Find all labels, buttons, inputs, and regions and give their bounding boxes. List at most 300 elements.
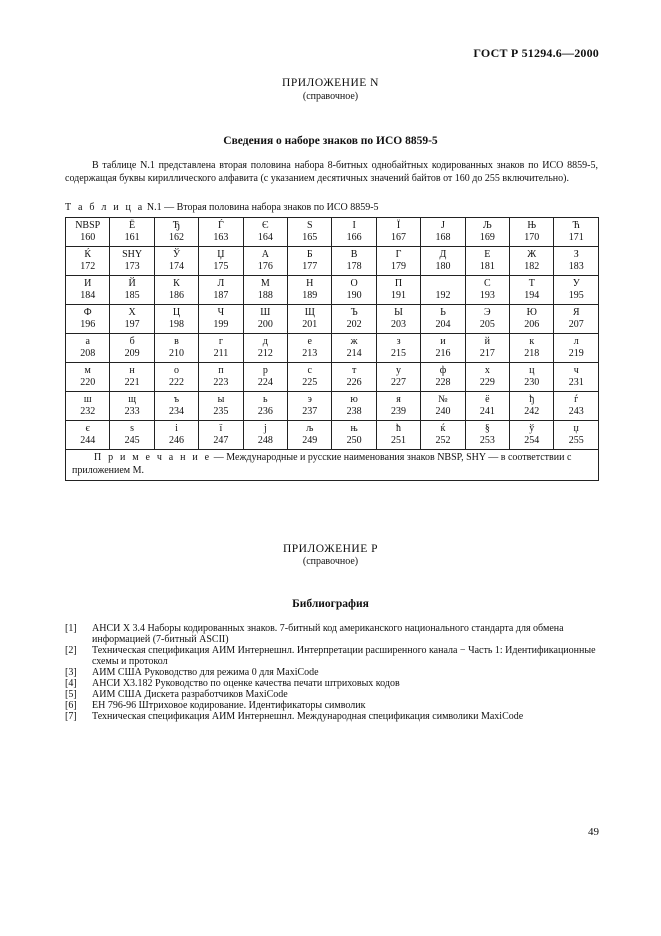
char-cell bbox=[288, 334, 332, 363]
char-code: 219 bbox=[568, 348, 584, 359]
char-code: 185 bbox=[124, 290, 140, 301]
char-glyph: SHY bbox=[122, 249, 143, 260]
char-cell bbox=[66, 218, 110, 247]
char-code: 165 bbox=[302, 232, 318, 243]
char-glyph: Д bbox=[439, 249, 447, 260]
char-code: 214 bbox=[346, 348, 362, 359]
char-glyph: ё bbox=[485, 394, 490, 405]
char-cell bbox=[288, 363, 332, 392]
char-code: 213 bbox=[302, 348, 318, 359]
char-code: 178 bbox=[346, 261, 362, 272]
char-glyph: г bbox=[218, 336, 223, 347]
bibliography-item-text: АИМ США Руководство для режима 0 для MaxiCode bbox=[92, 667, 319, 678]
char-glyph: щ bbox=[128, 394, 136, 405]
char-code: 217 bbox=[479, 348, 495, 359]
char-code: 207 bbox=[568, 319, 584, 330]
char-cell bbox=[421, 218, 465, 247]
char-glyph: Г bbox=[395, 249, 402, 260]
char-cell bbox=[465, 218, 509, 247]
char-code: 249 bbox=[302, 435, 318, 446]
char-glyph: ж bbox=[350, 336, 358, 347]
char-glyph: s bbox=[130, 423, 135, 434]
bibliography-item-text: ЕН 796-96 Штриховое кодирование. Идентификаторы символик bbox=[92, 700, 366, 711]
char-glyph: а bbox=[85, 336, 90, 347]
char-code: 223 bbox=[213, 377, 229, 388]
char-code: 196 bbox=[80, 319, 96, 330]
char-code: 252 bbox=[435, 435, 451, 446]
char-cell bbox=[510, 421, 554, 450]
char-cell bbox=[554, 421, 599, 450]
char-code: 191 bbox=[391, 290, 407, 301]
char-glyph: џ bbox=[573, 423, 579, 434]
char-cell bbox=[199, 305, 243, 334]
char-code: 215 bbox=[391, 348, 407, 359]
char-cell bbox=[510, 392, 554, 421]
char-code: 198 bbox=[169, 319, 185, 330]
char-code: 221 bbox=[124, 377, 140, 388]
char-cell bbox=[465, 276, 509, 305]
char-code: 176 bbox=[257, 261, 273, 272]
char-code: 209 bbox=[124, 348, 140, 359]
bibliography-item-number: [6] bbox=[65, 700, 77, 711]
char-code: 162 bbox=[169, 232, 185, 243]
char-code: 194 bbox=[524, 290, 540, 301]
char-glyph: Ё bbox=[129, 220, 136, 231]
char-code: 233 bbox=[124, 406, 140, 417]
bibliography-item-text: АИМ США Дискета разработчиков MaxiCode bbox=[92, 689, 288, 700]
char-glyph: ќ bbox=[440, 423, 446, 434]
char-cell bbox=[421, 363, 465, 392]
char-cell bbox=[421, 421, 465, 450]
char-cell bbox=[332, 421, 376, 450]
char-code: 203 bbox=[391, 319, 407, 330]
char-glyph: б bbox=[129, 336, 135, 347]
char-code: 184 bbox=[80, 290, 96, 301]
char-glyph: § bbox=[484, 423, 490, 434]
bibliography-item bbox=[65, 689, 599, 700]
char-glyph: ї bbox=[219, 423, 223, 434]
bibliography-item-number: [3] bbox=[65, 667, 77, 678]
char-glyph: ы bbox=[217, 394, 225, 405]
char-code: 173 bbox=[124, 261, 140, 272]
char-glyph: Э bbox=[484, 307, 491, 318]
char-glyph: Л bbox=[217, 278, 225, 289]
char-code: 232 bbox=[80, 406, 96, 417]
char-glyph: Ћ bbox=[572, 220, 580, 231]
char-glyph: J bbox=[441, 220, 445, 231]
char-cell bbox=[288, 218, 332, 247]
char-glyph: А bbox=[261, 249, 269, 260]
char-code: 171 bbox=[568, 232, 584, 243]
char-glyph: є bbox=[85, 423, 90, 434]
table-row bbox=[66, 276, 599, 305]
char-cell bbox=[554, 334, 599, 363]
char-code: 239 bbox=[391, 406, 407, 417]
char-cell bbox=[199, 421, 243, 450]
table-caption-text: N.1 — Вторая половина набора знаков по ИСО 8859-5 bbox=[144, 202, 379, 213]
char-glyph: Е bbox=[484, 249, 491, 260]
char-code: 193 bbox=[479, 290, 495, 301]
char-code: 187 bbox=[213, 290, 229, 301]
table-note-label: П р и м е ч а н и е bbox=[94, 452, 212, 463]
char-cell bbox=[376, 247, 420, 276]
char-cell bbox=[110, 305, 154, 334]
page-number: 49 bbox=[588, 826, 599, 838]
char-cell bbox=[332, 334, 376, 363]
char-code: 225 bbox=[302, 377, 318, 388]
char-cell bbox=[376, 421, 420, 450]
char-glyph: М bbox=[260, 278, 270, 289]
char-code: 189 bbox=[302, 290, 318, 301]
char-code: 228 bbox=[435, 377, 451, 388]
char-code: 192 bbox=[435, 290, 451, 301]
char-code: 244 bbox=[80, 435, 96, 446]
char-code: 164 bbox=[257, 232, 273, 243]
char-cell bbox=[110, 218, 154, 247]
char-code: 202 bbox=[346, 319, 362, 330]
char-cell bbox=[465, 421, 509, 450]
char-cell bbox=[332, 247, 376, 276]
char-cell bbox=[66, 247, 110, 276]
char-code: 172 bbox=[80, 261, 96, 272]
char-code: 201 bbox=[302, 319, 318, 330]
char-glyph: ь bbox=[263, 394, 268, 405]
char-glyph: ў bbox=[529, 423, 535, 434]
char-glyph: Ѓ bbox=[218, 220, 224, 231]
char-code: 216 bbox=[435, 348, 451, 359]
intro-paragraph-text: В таблице N.1 представлена вторая половина набора 8-битных однобайтных кодированных знаков по ИСО 8859-5, содержащая буквы кириллического алфавита (с указанием десятичных значений байтов от 160 до 255 включительно). bbox=[65, 160, 598, 184]
char-code: 188 bbox=[257, 290, 273, 301]
char-cell bbox=[199, 392, 243, 421]
char-cell bbox=[465, 392, 509, 421]
char-glyph: к bbox=[529, 336, 535, 347]
char-cell bbox=[554, 363, 599, 392]
char-cell bbox=[288, 247, 332, 276]
char-code: 241 bbox=[479, 406, 495, 417]
table-note bbox=[66, 450, 599, 481]
bibliography-item bbox=[65, 711, 599, 722]
char-glyph: з bbox=[396, 336, 401, 347]
char-cell bbox=[110, 334, 154, 363]
char-code: 227 bbox=[391, 377, 407, 388]
char-cell bbox=[154, 334, 198, 363]
char-glyph: К bbox=[173, 278, 180, 289]
char-cell bbox=[288, 305, 332, 334]
char-cell bbox=[332, 305, 376, 334]
char-code: 163 bbox=[213, 232, 229, 243]
char-cell bbox=[376, 218, 420, 247]
char-cell bbox=[243, 247, 287, 276]
bibliography-item bbox=[65, 645, 599, 667]
char-glyph: Џ bbox=[217, 249, 225, 260]
char-glyph bbox=[421, 276, 464, 290]
char-cell bbox=[376, 305, 420, 334]
char-code: 167 bbox=[391, 232, 407, 243]
char-cell bbox=[199, 276, 243, 305]
char-cell bbox=[288, 421, 332, 450]
char-glyph: ф bbox=[439, 365, 447, 376]
appendix-p-title: ПРИЛОЖЕНИЕ P bbox=[282, 543, 379, 555]
char-cell bbox=[510, 276, 554, 305]
char-glyph: Й bbox=[128, 278, 136, 289]
char-cell bbox=[421, 276, 465, 305]
char-cell bbox=[243, 421, 287, 450]
char-code: 240 bbox=[435, 406, 451, 417]
char-code: 255 bbox=[568, 435, 584, 446]
char-glyph: д bbox=[262, 336, 268, 347]
char-cell bbox=[421, 247, 465, 276]
char-glyph: е bbox=[307, 336, 312, 347]
char-cell bbox=[288, 276, 332, 305]
char-cell bbox=[154, 247, 198, 276]
char-cell bbox=[510, 247, 554, 276]
char-glyph: Ц bbox=[172, 307, 181, 318]
char-code: 236 bbox=[257, 406, 273, 417]
char-glyph: Ђ bbox=[172, 220, 181, 231]
bibliography-item-text: АНСИ X3.182 Руководство по оценке качества печати штриховых кодов bbox=[92, 678, 400, 689]
char-cell bbox=[243, 276, 287, 305]
char-glyph: № bbox=[438, 394, 448, 405]
table-row bbox=[66, 392, 599, 421]
intro-paragraph bbox=[65, 159, 598, 185]
char-glyph: ђ bbox=[529, 394, 535, 405]
bibliography-item bbox=[65, 667, 599, 678]
char-cell bbox=[243, 305, 287, 334]
char-code: 248 bbox=[257, 435, 273, 446]
bibliography-item bbox=[65, 700, 599, 711]
table-row bbox=[66, 421, 599, 450]
char-glyph: ю bbox=[350, 394, 358, 405]
bibliography-item-number: [1] bbox=[65, 623, 77, 634]
bibliography-title: Библиография bbox=[292, 598, 369, 610]
char-code: 220 bbox=[80, 377, 96, 388]
document-code: ГОСТ Р 51294.6—2000 bbox=[473, 46, 599, 60]
char-code: 250 bbox=[346, 435, 362, 446]
char-glyph: ћ bbox=[396, 423, 402, 434]
char-glyph: NBSP bbox=[75, 220, 101, 231]
char-glyph: Њ bbox=[527, 220, 537, 231]
char-code: 182 bbox=[524, 261, 540, 272]
char-cell bbox=[110, 421, 154, 450]
char-code: 224 bbox=[257, 377, 273, 388]
char-glyph: ъ bbox=[173, 394, 180, 405]
char-code: 247 bbox=[213, 435, 229, 446]
char-glyph: У bbox=[572, 278, 580, 289]
char-glyph: j bbox=[263, 423, 267, 434]
appendix-n-section-title: Сведения о наборе знаков по ИСО 8859-5 bbox=[223, 135, 438, 147]
char-glyph: о bbox=[174, 365, 180, 376]
char-glyph: Н bbox=[306, 278, 314, 289]
char-code: 254 bbox=[524, 435, 540, 446]
char-cell bbox=[243, 334, 287, 363]
char-code: 246 bbox=[169, 435, 185, 446]
char-code: 199 bbox=[213, 319, 229, 330]
char-glyph: Б bbox=[306, 249, 313, 260]
char-cell bbox=[332, 218, 376, 247]
table-row bbox=[66, 218, 599, 247]
char-cell bbox=[510, 305, 554, 334]
char-code: 177 bbox=[302, 261, 318, 272]
char-cell bbox=[66, 363, 110, 392]
char-cell bbox=[66, 334, 110, 363]
char-glyph: т bbox=[351, 365, 357, 376]
char-cell bbox=[288, 392, 332, 421]
char-cell bbox=[332, 276, 376, 305]
char-cell bbox=[554, 247, 599, 276]
char-cell bbox=[465, 363, 509, 392]
appendix-n-title: ПРИЛОЖЕНИЕ N bbox=[282, 77, 379, 89]
char-code: 174 bbox=[169, 261, 185, 272]
char-glyph: Щ bbox=[304, 307, 315, 318]
char-cell bbox=[66, 305, 110, 334]
char-code: 212 bbox=[257, 348, 273, 359]
bibliography-item bbox=[65, 678, 599, 689]
char-cell bbox=[199, 218, 243, 247]
char-glyph: Ы bbox=[394, 307, 403, 318]
char-cell bbox=[510, 334, 554, 363]
char-glyph: н bbox=[129, 365, 135, 376]
char-glyph: љ bbox=[306, 423, 314, 434]
char-cell bbox=[66, 392, 110, 421]
char-code: 243 bbox=[568, 406, 584, 417]
char-glyph: i bbox=[175, 423, 178, 434]
char-code: 160 bbox=[80, 232, 96, 243]
char-cell bbox=[110, 363, 154, 392]
bibliography-item-text: Техническая спецификация АИМ Интернешнл. Международная спецификация символики MaxiCode bbox=[92, 711, 524, 722]
char-cell bbox=[465, 247, 509, 276]
char-cell bbox=[154, 276, 198, 305]
char-cell bbox=[243, 363, 287, 392]
char-glyph: м bbox=[84, 365, 91, 376]
char-cell bbox=[66, 421, 110, 450]
char-code: 179 bbox=[391, 261, 407, 272]
char-glyph: Ф bbox=[83, 307, 92, 318]
char-glyph: р bbox=[262, 365, 268, 376]
char-glyph: Ж bbox=[527, 249, 537, 260]
char-cell bbox=[554, 305, 599, 334]
char-cell bbox=[199, 363, 243, 392]
table-caption bbox=[65, 202, 379, 213]
charset-table-body bbox=[66, 218, 599, 450]
char-cell bbox=[376, 334, 420, 363]
char-code: 253 bbox=[479, 435, 495, 446]
char-cell bbox=[465, 334, 509, 363]
char-code: 200 bbox=[257, 319, 273, 330]
char-code: 222 bbox=[169, 377, 185, 388]
bibliography-item-number: [5] bbox=[65, 689, 77, 700]
char-cell bbox=[110, 276, 154, 305]
char-cell bbox=[154, 363, 198, 392]
char-glyph: и bbox=[440, 336, 446, 347]
char-cell bbox=[554, 218, 599, 247]
char-glyph: S bbox=[306, 220, 313, 231]
char-code: 183 bbox=[568, 261, 584, 272]
char-glyph: О bbox=[350, 278, 358, 289]
char-glyph: ѓ bbox=[574, 394, 579, 405]
char-code: 235 bbox=[213, 406, 229, 417]
char-glyph: Т bbox=[528, 278, 535, 289]
char-code: 242 bbox=[524, 406, 540, 417]
bibliography-item-number: [4] bbox=[65, 678, 77, 689]
char-code: 181 bbox=[479, 261, 495, 272]
table-row bbox=[66, 363, 599, 392]
char-glyph: ч bbox=[573, 365, 579, 376]
char-code: 229 bbox=[479, 377, 495, 388]
char-glyph: ц bbox=[529, 365, 535, 376]
char-glyph: Ю bbox=[526, 307, 537, 318]
char-glyph: Я bbox=[572, 307, 580, 318]
char-glyph: Ї bbox=[396, 220, 401, 231]
bibliography-list bbox=[65, 623, 599, 722]
char-glyph: х bbox=[484, 365, 490, 376]
char-cell bbox=[421, 334, 465, 363]
char-glyph: Ъ bbox=[350, 307, 358, 318]
char-cell bbox=[421, 392, 465, 421]
char-glyph: П bbox=[394, 278, 403, 289]
char-glyph: л bbox=[573, 336, 579, 347]
bibliography-item-number: [7] bbox=[65, 711, 77, 722]
bibliography-item bbox=[65, 623, 599, 645]
char-cell bbox=[154, 218, 198, 247]
char-code: 251 bbox=[391, 435, 407, 446]
char-cell bbox=[199, 334, 243, 363]
table-row bbox=[66, 305, 599, 334]
char-cell bbox=[510, 363, 554, 392]
char-code: 218 bbox=[524, 348, 540, 359]
char-glyph: Ь bbox=[440, 307, 446, 318]
char-cell bbox=[421, 305, 465, 334]
char-glyph: Ч bbox=[217, 307, 225, 318]
char-code: 238 bbox=[346, 406, 362, 417]
char-code: 197 bbox=[124, 319, 140, 330]
char-code: 175 bbox=[213, 261, 229, 272]
char-glyph: й bbox=[484, 336, 491, 347]
char-cell bbox=[554, 276, 599, 305]
char-glyph: Љ bbox=[482, 220, 492, 231]
char-cell bbox=[66, 276, 110, 305]
char-cell bbox=[510, 218, 554, 247]
char-cell bbox=[154, 392, 198, 421]
bibliography-item-text: Техническая спецификация АИМ Интернешнл. Интерпретации расширенного канала − Часть 1: Идентификационные схемы и протокол bbox=[92, 645, 596, 667]
char-glyph: ш bbox=[83, 394, 92, 405]
char-glyph: З bbox=[573, 249, 579, 260]
char-glyph: у bbox=[396, 365, 402, 376]
char-code: 161 bbox=[124, 232, 140, 243]
char-cell bbox=[110, 392, 154, 421]
char-cell bbox=[243, 392, 287, 421]
char-code: 237 bbox=[302, 406, 318, 417]
char-code: 206 bbox=[524, 319, 540, 330]
table-row bbox=[66, 334, 599, 363]
char-code: 170 bbox=[524, 232, 540, 243]
char-code: 169 bbox=[479, 232, 495, 243]
char-cell bbox=[110, 247, 154, 276]
char-code: 168 bbox=[435, 232, 451, 243]
char-code: 226 bbox=[346, 377, 362, 388]
char-code: 180 bbox=[435, 261, 451, 272]
char-glyph: Ќ bbox=[84, 249, 92, 260]
char-cell bbox=[243, 218, 287, 247]
char-cell bbox=[332, 363, 376, 392]
char-cell bbox=[376, 363, 420, 392]
char-cell bbox=[465, 305, 509, 334]
appendix-p-subtitle: (справочное) bbox=[302, 556, 359, 567]
char-code: 211 bbox=[213, 348, 229, 359]
char-code: 231 bbox=[568, 377, 584, 388]
char-code: 210 bbox=[169, 348, 185, 359]
char-glyph: Х bbox=[128, 307, 136, 318]
char-code: 190 bbox=[346, 290, 362, 301]
